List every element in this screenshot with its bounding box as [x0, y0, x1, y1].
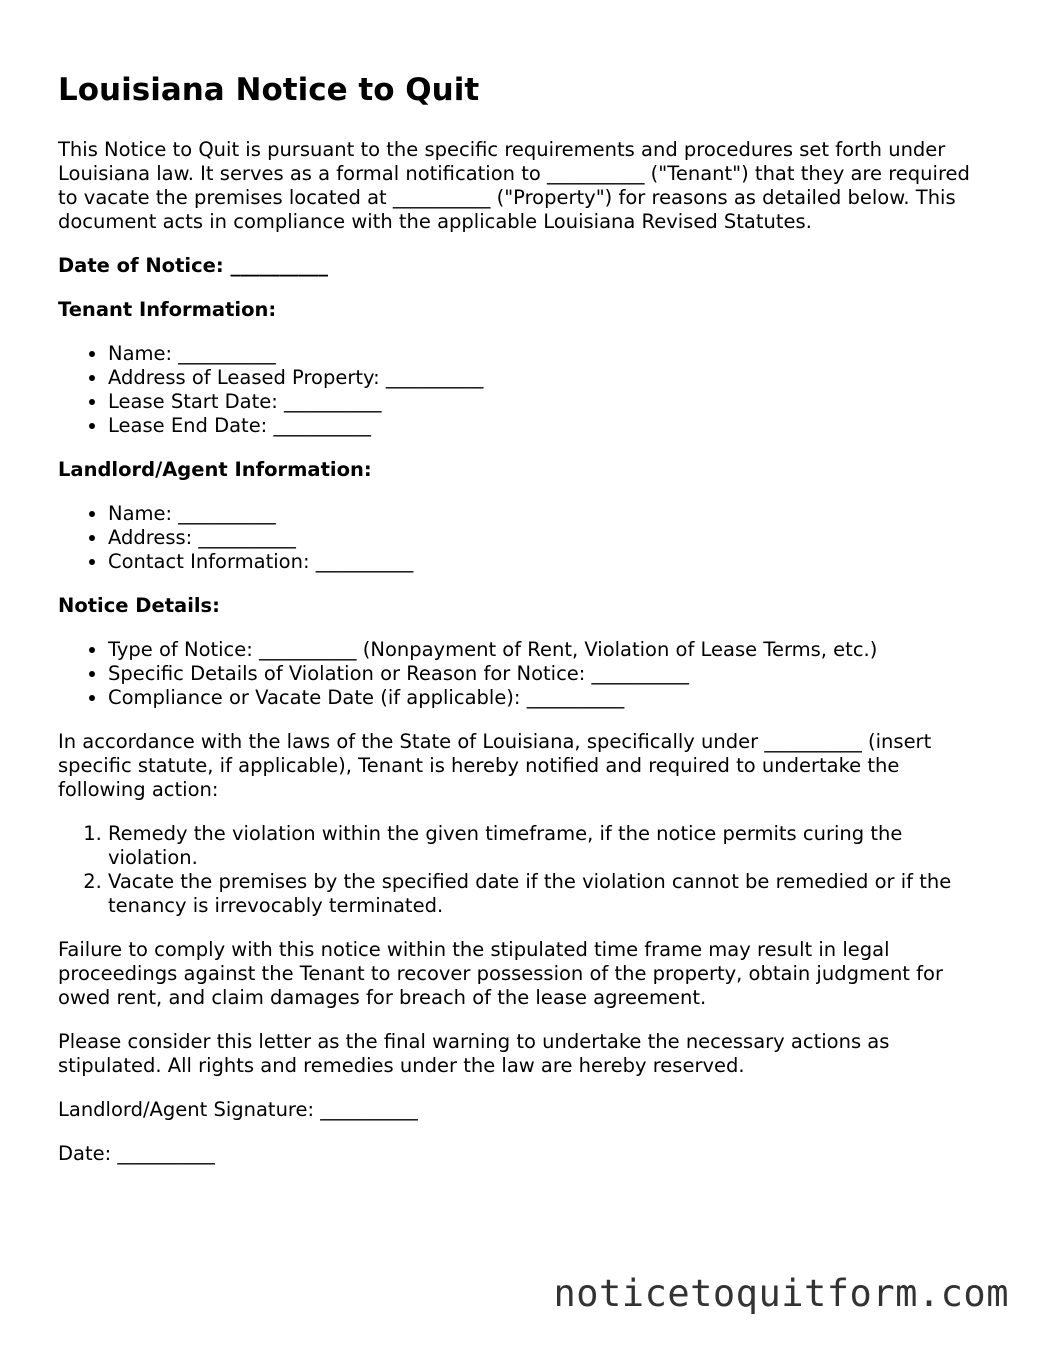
tenant-address-field: • Address of Leased Property: __________: [108, 366, 993, 390]
action-item-vacate: 2. Vacate the premises by the specified date if the violation cannot be remedied or if the tenancy is irrevocably terminated.: [108, 870, 993, 918]
signature-date-field: Date: __________: [58, 1142, 215, 1165]
document-page: [58, 70, 993, 1186]
lease-start-date-field: • Lease Start Date: __________: [108, 390, 993, 414]
notice-details-heading: Notice Details:: [58, 594, 220, 617]
lease-end-date-field: • Lease End Date: __________: [108, 414, 993, 438]
landlord-contact-field: • Contact Information: __________: [108, 550, 993, 574]
landlord-info-list: [58, 502, 993, 574]
landlord-address-field: • Address: __________: [108, 526, 993, 550]
signature-field: Landlord/Agent Signature: __________: [58, 1098, 418, 1121]
date-of-notice-field: Date of Notice: __________: [58, 254, 328, 277]
action-item-remedy: 1. Remedy the violation within the given timeframe, if the notice permits curing the violation.: [108, 822, 993, 870]
intro-paragraph: This Notice to Quit is pursuant to the specific requirements and procedures set forth under Louisiana law. It serves as a formal notification to __________ ("Tenant") that they are required to vacate the premises located at __________ ("Property") for reasons as detailed below. This document acts in compliance with the applicable Louisiana Revised Statutes.: [58, 138, 970, 233]
failure-paragraph: Failure to comply with this notice within the stipulated time frame may result in legal proceedings against the Tenant to recover possession of the property, obtain judgment for owed rent, and claim damages for breach of the lease agreement.: [58, 938, 943, 1009]
landlord-info-heading: Landlord/Agent Information:: [58, 458, 372, 481]
notice-details-list: [58, 638, 993, 710]
final-warning-paragraph: Please consider this letter as the final warning to undertake the necessary actions as stipulated. All rights and remedies under the law are hereby reserved.: [58, 1030, 890, 1077]
document-title: Louisiana Notice to Quit: [58, 72, 480, 108]
tenant-info-heading: Tenant Information:: [58, 298, 277, 321]
required-actions-list: [58, 822, 993, 918]
tenant-info-list: [58, 342, 993, 438]
accordance-paragraph: In accordance with the laws of the State of Louisiana, specifically under __________ (insert specific statute, if applicable), Tenant is hereby notified and required to undertake the following action:: [58, 730, 932, 801]
notice-type-field: • Type of Notice: __________ (Nonpayment of Rent, Violation of Lease Terms, etc.): [108, 638, 993, 662]
landlord-name-field: • Name: __________: [108, 502, 993, 526]
site-watermark: noticetoquitform.com: [553, 1272, 1009, 1315]
tenant-name-field: • Name: __________: [108, 342, 993, 366]
vacate-date-field: • Compliance or Vacate Date (if applicable): __________: [108, 686, 993, 710]
violation-details-field: • Specific Details of Violation or Reason for Notice: __________: [108, 662, 993, 686]
